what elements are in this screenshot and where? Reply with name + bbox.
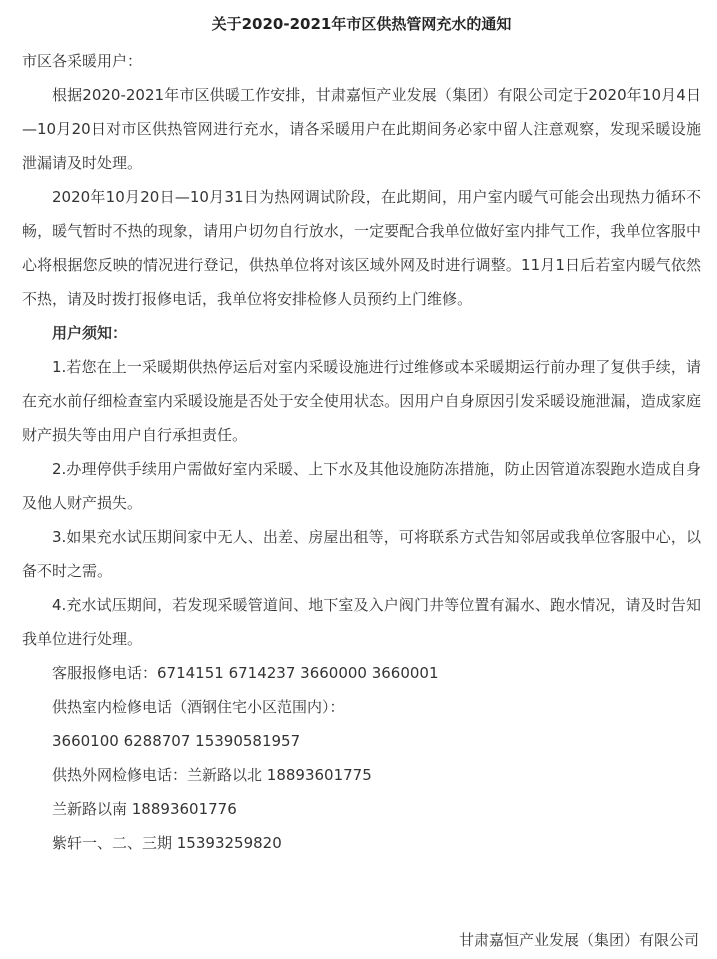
- notice-item: 3.如果充水试压期间家中无人、出差、房屋出租等，可将联系方式告知邻居或我单位客服中心，以备不时之需。: [22, 528, 701, 580]
- page-title: 关于2020-2021年市区供热管网充水的通知: [211, 15, 512, 33]
- contact-line-zixuan: 紫轩一、二、三期 15393259820: [52, 834, 282, 852]
- signature: 甘肃嘉恒产业发展（集团）有限公司: [458, 931, 699, 949]
- notice-item: 4.充水试压期间，若发现采暖管道间、地下室及入户阀门井等位置有漏水、跑水情况，请及时告知我单位进行处理。: [22, 596, 701, 648]
- salutation: 市区各采暖用户：: [22, 52, 143, 70]
- contact-line-outdoor-north: 供热外网检修电话：兰新路以北 18893601775: [52, 766, 372, 784]
- notice-item: 2.办理停供手续用户需做好室内采暖、上下水及其他设施防冻措施，防止因管道冻裂跑水造成自身及他人财产损失。: [22, 460, 701, 512]
- paragraph-debugging: 2020年10月20日—10月31日为热网调试阶段，在此期间，用户室内暖气可能会出现热力循环不畅，暖气暂时不热的现象，请用户切勿自行放水，一定要配合我单位做好室内排气工作，我单位客服中心将根据您反映的情况进行登记，供热单位将对该区域外网及时进行调整。11月1日后若室内暖气依然不热，请及时拨打报修电话，我单位将安排检修人员预约上门维修。: [22, 188, 701, 308]
- contact-line-outdoor-south: 兰新路以南 18893601776: [52, 800, 237, 818]
- notice-item: 1.若您在上一采暖期供热停运后对室内采暖设施进行过维修或本采暖期运行前办理了复供手续，请在充水前仔细检查室内采暖设施是否处于安全使用状态。因用户自身原因引发采暖设施泄漏，造成家庭财产损失等由用户自行承担责任。: [22, 358, 701, 444]
- contact-line-indoor-label: 供热室内检修电话（酒钢住宅小区范围内）：: [52, 698, 345, 716]
- contact-line-indoor-numbers: 3660100 6288707 15390581957: [52, 732, 301, 750]
- paragraph-schedule: 根据2020-2021年市区供暖工作安排，甘肃嘉恒产业发展（集团）有限公司定于2020年10月4日—10月20日对市区供热管网进行充水，请各采暖用户在此期间务必家中留人注意观察，发现采暖设施泄漏请及时处理。: [22, 86, 701, 172]
- notice-heading: 用户须知：: [52, 324, 128, 342]
- contact-line-service: 客服报修电话：6714151 6714237 3660000 3660001: [52, 664, 439, 682]
